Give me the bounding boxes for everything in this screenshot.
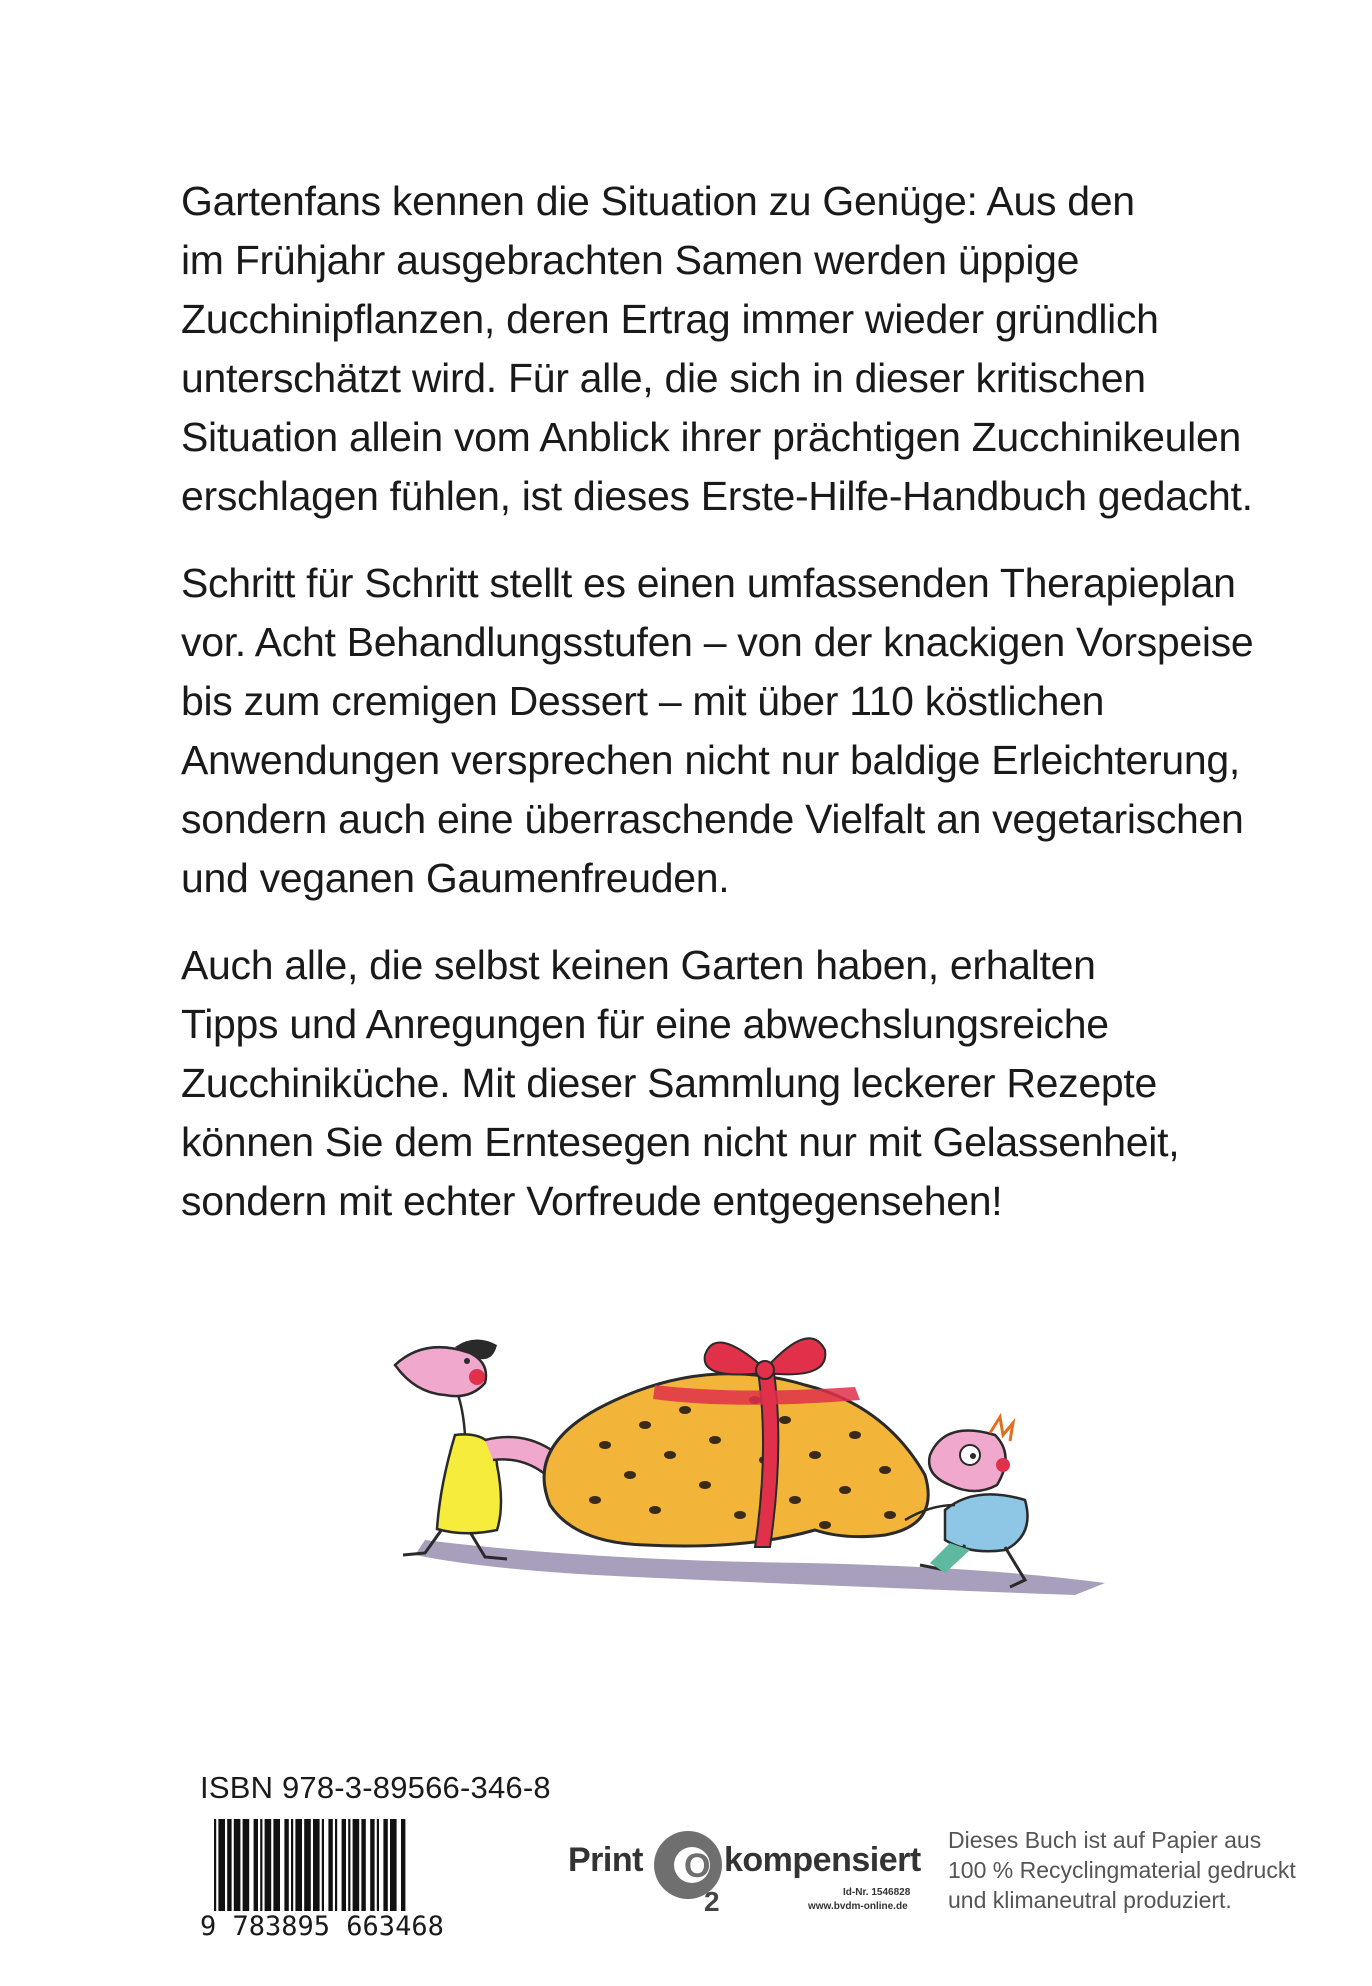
blurb-line: Gartenfans kennen die Situation zu Genüge: Aus den (181, 178, 1135, 224)
blurb-line: Zucchiniküche. Mit dieser Sammlung leckerer Rezepte (181, 1060, 1157, 1106)
man-eye (960, 1445, 980, 1465)
paper-note-line: und klimaneutral produziert. (948, 1887, 1232, 1913)
bow-right-loop (767, 1338, 825, 1374)
man-pupil (970, 1453, 976, 1459)
logo-kompensiert-word: kompensiert (724, 1841, 921, 1879)
blurb-line: vor. Acht Behandlungsstufen – von der knackigen Vorspeise (181, 619, 1254, 665)
paper-note-line: Dieses Buch ist auf Papier aus (948, 1827, 1262, 1853)
blurb-line: und veganen Gaumenfreuden. (181, 855, 730, 901)
blurb-line: können Sie dem Erntesegen nicht nur mit Gelassenheit, (181, 1119, 1180, 1165)
blurb-paragraph-1 (181, 172, 1301, 526)
print-co2-compensated-logo (568, 1817, 921, 1937)
logo-url: www.bvdm-online.de (808, 1901, 908, 1912)
blurb-paragraph-3 (181, 936, 1301, 1231)
co2-glyph: O (684, 1847, 711, 1885)
blurb-paragraph-2 (181, 554, 1301, 908)
blurb-line: Anwendungen versprechen nicht nur baldige Erleichterung, (181, 737, 1241, 783)
blurb-line: sondern mit echter Vorfreude entgegensehen! (181, 1178, 1003, 1224)
co2-icon (650, 1823, 728, 1915)
blurb-line: Zucchinipflanzen, deren Ertrag immer wieder gründlich (181, 296, 1159, 342)
cartoon-illustration (385, 1325, 1145, 1605)
barcode-digits: 9 783895 663468 (198, 1911, 522, 1942)
blurb-line: sondern auch eine überraschende Vielfalt an vegetarischen (181, 796, 1244, 842)
man-shirt (945, 1494, 1028, 1551)
bow-knot (756, 1361, 774, 1379)
blurb-line: im Frühjahr ausgebrachten Samen werden üppige (181, 237, 1080, 283)
blurb-line: Schritt für Schritt stellt es einen umfassenden Therapieplan (181, 560, 1236, 606)
blurb-line: Auch alle, die selbst keinen Garten haben, erhalten (181, 942, 1096, 988)
woman-cheek (469, 1369, 485, 1385)
woman-eye (464, 1358, 470, 1364)
paper-note-line: 100 % Recyclingmaterial gedruckt (948, 1857, 1296, 1883)
blurb-line: erschlagen fühlen, ist dieses Erste-Hilfe-Handbuch gedacht. (181, 473, 1253, 519)
blurb-line: Tipps und Anregungen für eine abwechslungsreiche (181, 1001, 1109, 1047)
isbn-label: ISBN 978-3-89566-346-8 (200, 1770, 551, 1805)
blurb-line: unterschätzt wird. Für alle, die sich in dieser kritischen (181, 355, 1146, 401)
bow-left-loop (705, 1343, 763, 1375)
recycling-paper-note (948, 1825, 1296, 1915)
blurb-line: Situation allein vom Anblick ihrer prächtigen Zucchinikeulen (181, 414, 1241, 460)
co2-subscript: 2 (704, 1886, 720, 1915)
blurb-line: bis zum cremigen Dessert – mit über 110 köstlichen (181, 678, 1105, 724)
man-nose (996, 1458, 1010, 1472)
logo-print-word: Print (568, 1841, 643, 1879)
logo-id-number: Id-Nr. 1546828 (843, 1887, 911, 1898)
back-cover-blurb (181, 172, 1301, 1259)
